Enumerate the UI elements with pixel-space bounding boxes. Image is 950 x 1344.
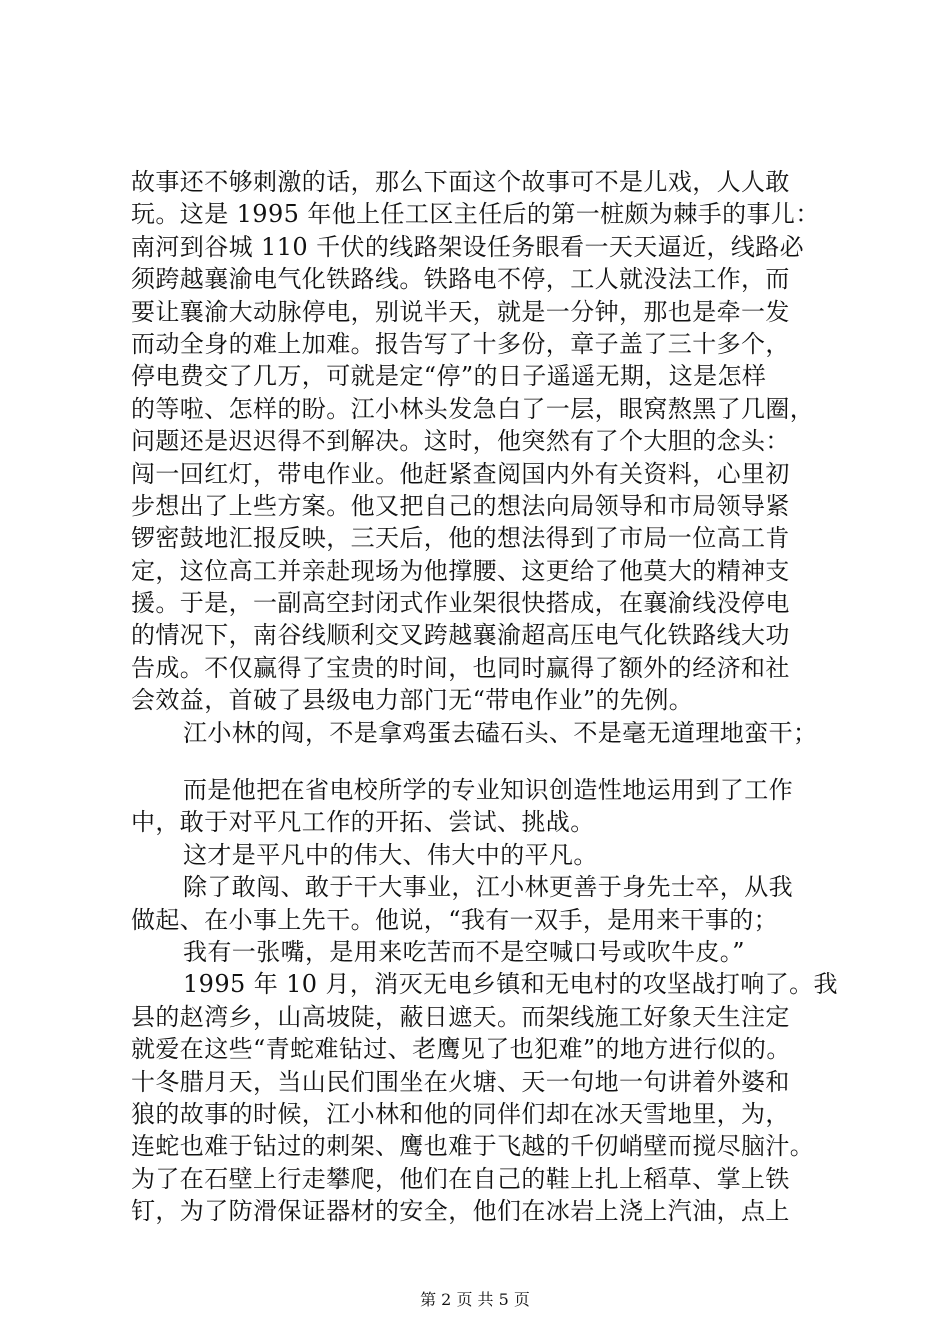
text-line: 会效益，首破了县级电力部门无“带电作业”的先例。: [131, 686, 694, 715]
text-line: 狼的故事的时候，江小林和他的同伴们却在冰天雪地里，为，: [131, 1099, 790, 1128]
text-line: 故事还不够刺激的话，那么下面这个故事可不是儿戏，人人敢: [131, 168, 790, 196]
text-line: 步想出了上些方案。他又把自己的想法向局领导和市局领导紧: [131, 491, 790, 520]
text-line: 玩。这是 1995 年他上任工区主任后的第一桩颇为棘手的事儿：: [131, 200, 820, 229]
text-line: 援。于是，一副高空封闭式作业架很快搭成，在襄渝线没停电: [131, 589, 790, 618]
text-line: 这才是平凡中的伟大、伟大中的平凡。: [183, 840, 598, 869]
text-line: 为了在石壁上行走攀爬，他们在自己的鞋上扎上稻草、掌上铁: [131, 1164, 790, 1193]
text-line: 江小林的闯，不是拿鸡蛋去磕石头、不是毫无道理地蛮干；: [183, 718, 818, 747]
page-footer: [0, 1290, 950, 1310]
text-line: 的等啦、怎样的盼。江小林头发急白了一层，眼窝熬黑了几圈，: [131, 394, 815, 423]
text-line: 要让襄渝大动脉停电，别说半天，就是一分钟，那也是牵一发: [131, 297, 790, 326]
text-line: 连蛇也难于钻过的刺架、鹰也难于飞越的千仞峭壁而搅尽脑汁。: [131, 1132, 815, 1161]
text-line: 的情况下，南谷线顺利交叉跨越襄渝超高压电气化铁路线大功: [131, 621, 790, 650]
text-line: 除了敢闯、敢于干大事业，江小林更善于身先士卒，从我: [183, 873, 793, 902]
text-line: 而动全身的难上加难。报告写了十多份，章子盖了三十多个，: [131, 329, 790, 358]
text-line: 而是他把在省电校所学的专业知识创造性地运用到了工作: [183, 776, 793, 805]
text-line: 问题还是迟迟得不到解决。这时，他突然有了个大胆的念头：: [131, 427, 790, 456]
page-number: 第 2 页 共 5 页: [420, 1290, 530, 1309]
body-text: [131, 166, 851, 1228]
text-line: 县的赵湾乡，山高坡陡，蔽日遮天。而架线施工好象天生注定: [131, 1002, 790, 1031]
text-line: 就爱在这些“青蛇难钻过、老鹰见了也犯难”的地方进行似的。: [131, 1035, 791, 1064]
text-line: 我有一张嘴，是用来吃苦而不是空喊口号或吹牛皮。”: [183, 937, 745, 966]
text-line: 1995 年 10 月，消灭无电乡镇和无电村的攻坚战打响了。我: [183, 970, 838, 999]
text-line: 十冬腊月天，当山民们围坐在火塘、天一句地一句讲着外婆和: [131, 1067, 790, 1096]
text-line: 中，敢于对平凡工作的开拓、尝试、挑战。: [131, 808, 595, 837]
text-line: 定，这位高工并亲赴现场为他撑腰、这更给了他莫大的精神支: [131, 556, 790, 585]
text-line: 闯一回红灯，带电作业。他赶紧查阅国内外有关资料，心里初: [131, 459, 790, 488]
text-line: 锣密鼓地汇报反映，三天后，他的想法得到了市局一位高工肯: [131, 524, 790, 553]
text-line: 钉，为了防滑保证器材的安全，他们在冰岩上浇上汽油，点上: [131, 1197, 790, 1226]
text-line: 南河到谷城 110 千伏的线路架设任务眼看一天天逼近，线路必: [131, 232, 805, 261]
text-line: 做起、在小事上先干。他说，“我有一双手，是用来干事的；: [131, 905, 779, 934]
paragraph-gap: [131, 749, 851, 774]
text-line: 停电费交了几万，可就是定“停”的日子遥遥无期，这是怎样: [131, 362, 767, 391]
text-line: 须跨越襄渝电气化铁路线。铁路电不停，工人就没法工作，而: [131, 265, 790, 294]
text-line: 告成。不仅赢得了宝贵的时间，也同时赢得了额外的经济和社: [131, 653, 790, 682]
